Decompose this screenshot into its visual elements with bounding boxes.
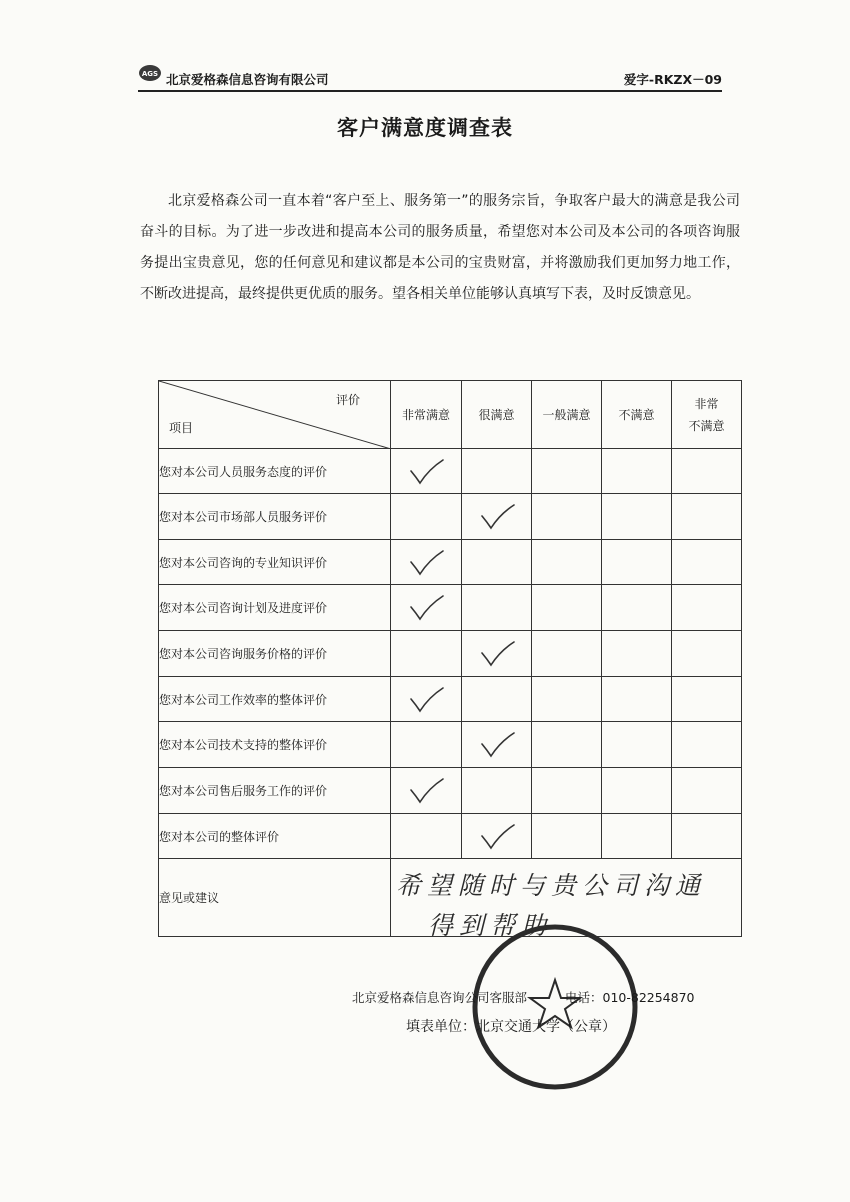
- rating-cell[interactable]: [672, 677, 742, 722]
- checkmark-icon: [478, 639, 518, 669]
- suggestion-label: 意见或建议: [159, 859, 391, 937]
- rating-cell[interactable]: [532, 677, 602, 722]
- rating-cell[interactable]: [462, 494, 532, 540]
- rating-cell[interactable]: [602, 631, 672, 677]
- rating-cell[interactable]: [532, 540, 602, 585]
- rating-cell[interactable]: [462, 449, 532, 494]
- table-row: [159, 585, 742, 631]
- row-label: 您对本公司咨询的专业知识评价: [159, 540, 391, 585]
- table-row: [159, 449, 742, 494]
- rating-cell[interactable]: [672, 585, 742, 631]
- rating-cell[interactable]: [602, 722, 672, 768]
- rating-cell[interactable]: [391, 585, 462, 631]
- rating-cell[interactable]: [672, 814, 742, 859]
- rating-cell[interactable]: [532, 631, 602, 677]
- header-neutral: 一般满意: [532, 381, 602, 449]
- rating-cell[interactable]: [672, 722, 742, 768]
- row-label: 您对本公司咨询计划及进度评价: [159, 585, 391, 631]
- table-header-row: [159, 381, 742, 449]
- rating-cell[interactable]: [602, 768, 672, 814]
- intro-paragraph: 北京爱格森公司一直本着“客户至上、服务第一”的服务宗旨，争取客户最大的满意是我公司奋斗的目标。为了进一步改进和提高本公司的服务质量，希望您对本公司及本公司的各项咨询服务提出宝贵意见，您的任何意见和建议都是本公司的宝贵财富，并将激励我们更加努力地工作，不断改进提高，最终提供更优质的服务。望各相关单位能够认真填写下表，及时反馈意见。: [140, 193, 740, 302]
- table-row: [159, 677, 742, 722]
- rating-cell[interactable]: [602, 814, 672, 859]
- header-satisfied: 很满意: [462, 381, 532, 449]
- rating-cell[interactable]: [602, 677, 672, 722]
- rating-cell[interactable]: [532, 722, 602, 768]
- rating-cell[interactable]: [391, 631, 462, 677]
- row-label: 您对本公司咨询服务价格的评价: [159, 631, 391, 677]
- rating-cell[interactable]: [391, 494, 462, 540]
- rating-cell[interactable]: [532, 494, 602, 540]
- item-axis-label: 项目: [169, 421, 194, 435]
- rating-cell[interactable]: [462, 814, 532, 859]
- page-header: [138, 62, 722, 92]
- rating-cell[interactable]: [672, 494, 742, 540]
- rating-cell[interactable]: [391, 722, 462, 768]
- row-label: 您对本公司技术支持的整体评价: [159, 722, 391, 768]
- row-label: 您对本公司市场部人员服务评价: [159, 494, 391, 540]
- row-label: 您对本公司的整体评价: [159, 814, 391, 859]
- table-row: [159, 494, 742, 540]
- footer-phone: 电话：010-82254870: [565, 990, 695, 1005]
- rating-cell[interactable]: [462, 677, 532, 722]
- row-label: 您对本公司售后服务工作的评价: [159, 768, 391, 814]
- rating-axis-label: 评价: [335, 393, 360, 407]
- rating-cell[interactable]: [532, 814, 602, 859]
- document-code: 爱字-RKZX－09: [623, 72, 722, 87]
- table-row: [159, 631, 742, 677]
- footer-department: 北京爱格森信息咨询公司客服部: [352, 990, 528, 1005]
- rating-cell[interactable]: [462, 768, 532, 814]
- rating-cell[interactable]: [391, 768, 462, 814]
- rating-cell[interactable]: [532, 585, 602, 631]
- header-very-satisfied: 非常满意: [391, 381, 462, 449]
- handwritten-suggestion-line2: 得到帮助: [428, 911, 553, 940]
- page-title: 客户满意度调查表: [337, 116, 513, 140]
- checkmark-icon: [407, 548, 447, 578]
- checkmark-icon: [478, 730, 518, 760]
- survey-table: [158, 380, 742, 937]
- table-row: [159, 722, 742, 768]
- rating-cell[interactable]: [602, 494, 672, 540]
- table-row: [159, 768, 742, 814]
- rating-cell[interactable]: [602, 585, 672, 631]
- table-row: [159, 814, 742, 859]
- checkmark-icon: [407, 457, 447, 487]
- svg-text:AGS: AGS: [141, 70, 159, 78]
- rating-cell[interactable]: [391, 677, 462, 722]
- official-seal-icon: [470, 922, 640, 1092]
- rating-cell[interactable]: [391, 814, 462, 859]
- company-logo-icon: [138, 64, 162, 82]
- rating-cell[interactable]: [462, 540, 532, 585]
- table-row: [159, 540, 742, 585]
- rating-cell[interactable]: [462, 631, 532, 677]
- rating-cell[interactable]: [462, 722, 532, 768]
- rating-cell[interactable]: [602, 449, 672, 494]
- rating-cell[interactable]: [391, 449, 462, 494]
- rating-cell[interactable]: [672, 631, 742, 677]
- checkmark-icon: [407, 776, 447, 806]
- rating-cell[interactable]: [532, 768, 602, 814]
- diagonal-header-cell: [159, 381, 391, 449]
- footer-filling-unit: 填表单位：北京交通大学（公章）: [406, 1019, 616, 1035]
- rating-cell[interactable]: [672, 540, 742, 585]
- rating-cell[interactable]: [532, 449, 602, 494]
- rating-cell[interactable]: [672, 768, 742, 814]
- checkmark-icon: [407, 593, 447, 623]
- rating-cell[interactable]: [602, 540, 672, 585]
- header-dissatisfied: 不满意: [602, 381, 672, 449]
- checkmark-icon: [478, 822, 518, 852]
- rating-cell[interactable]: [462, 585, 532, 631]
- checkmark-icon: [407, 685, 447, 715]
- rating-cell[interactable]: [391, 540, 462, 585]
- checkmark-icon: [478, 502, 518, 532]
- header-very-dissatisfied: 非常 不满意: [672, 381, 742, 449]
- company-name: 北京爱格森信息咨询有限公司: [166, 72, 329, 87]
- row-label: 您对本公司工作效率的整体评价: [159, 677, 391, 722]
- rating-cell[interactable]: [672, 449, 742, 494]
- rating-rows: [159, 449, 742, 859]
- row-label: 您对本公司人员服务态度的评价: [159, 449, 391, 494]
- handwritten-suggestion-line1: 希望随时与贵公司沟通: [396, 871, 707, 900]
